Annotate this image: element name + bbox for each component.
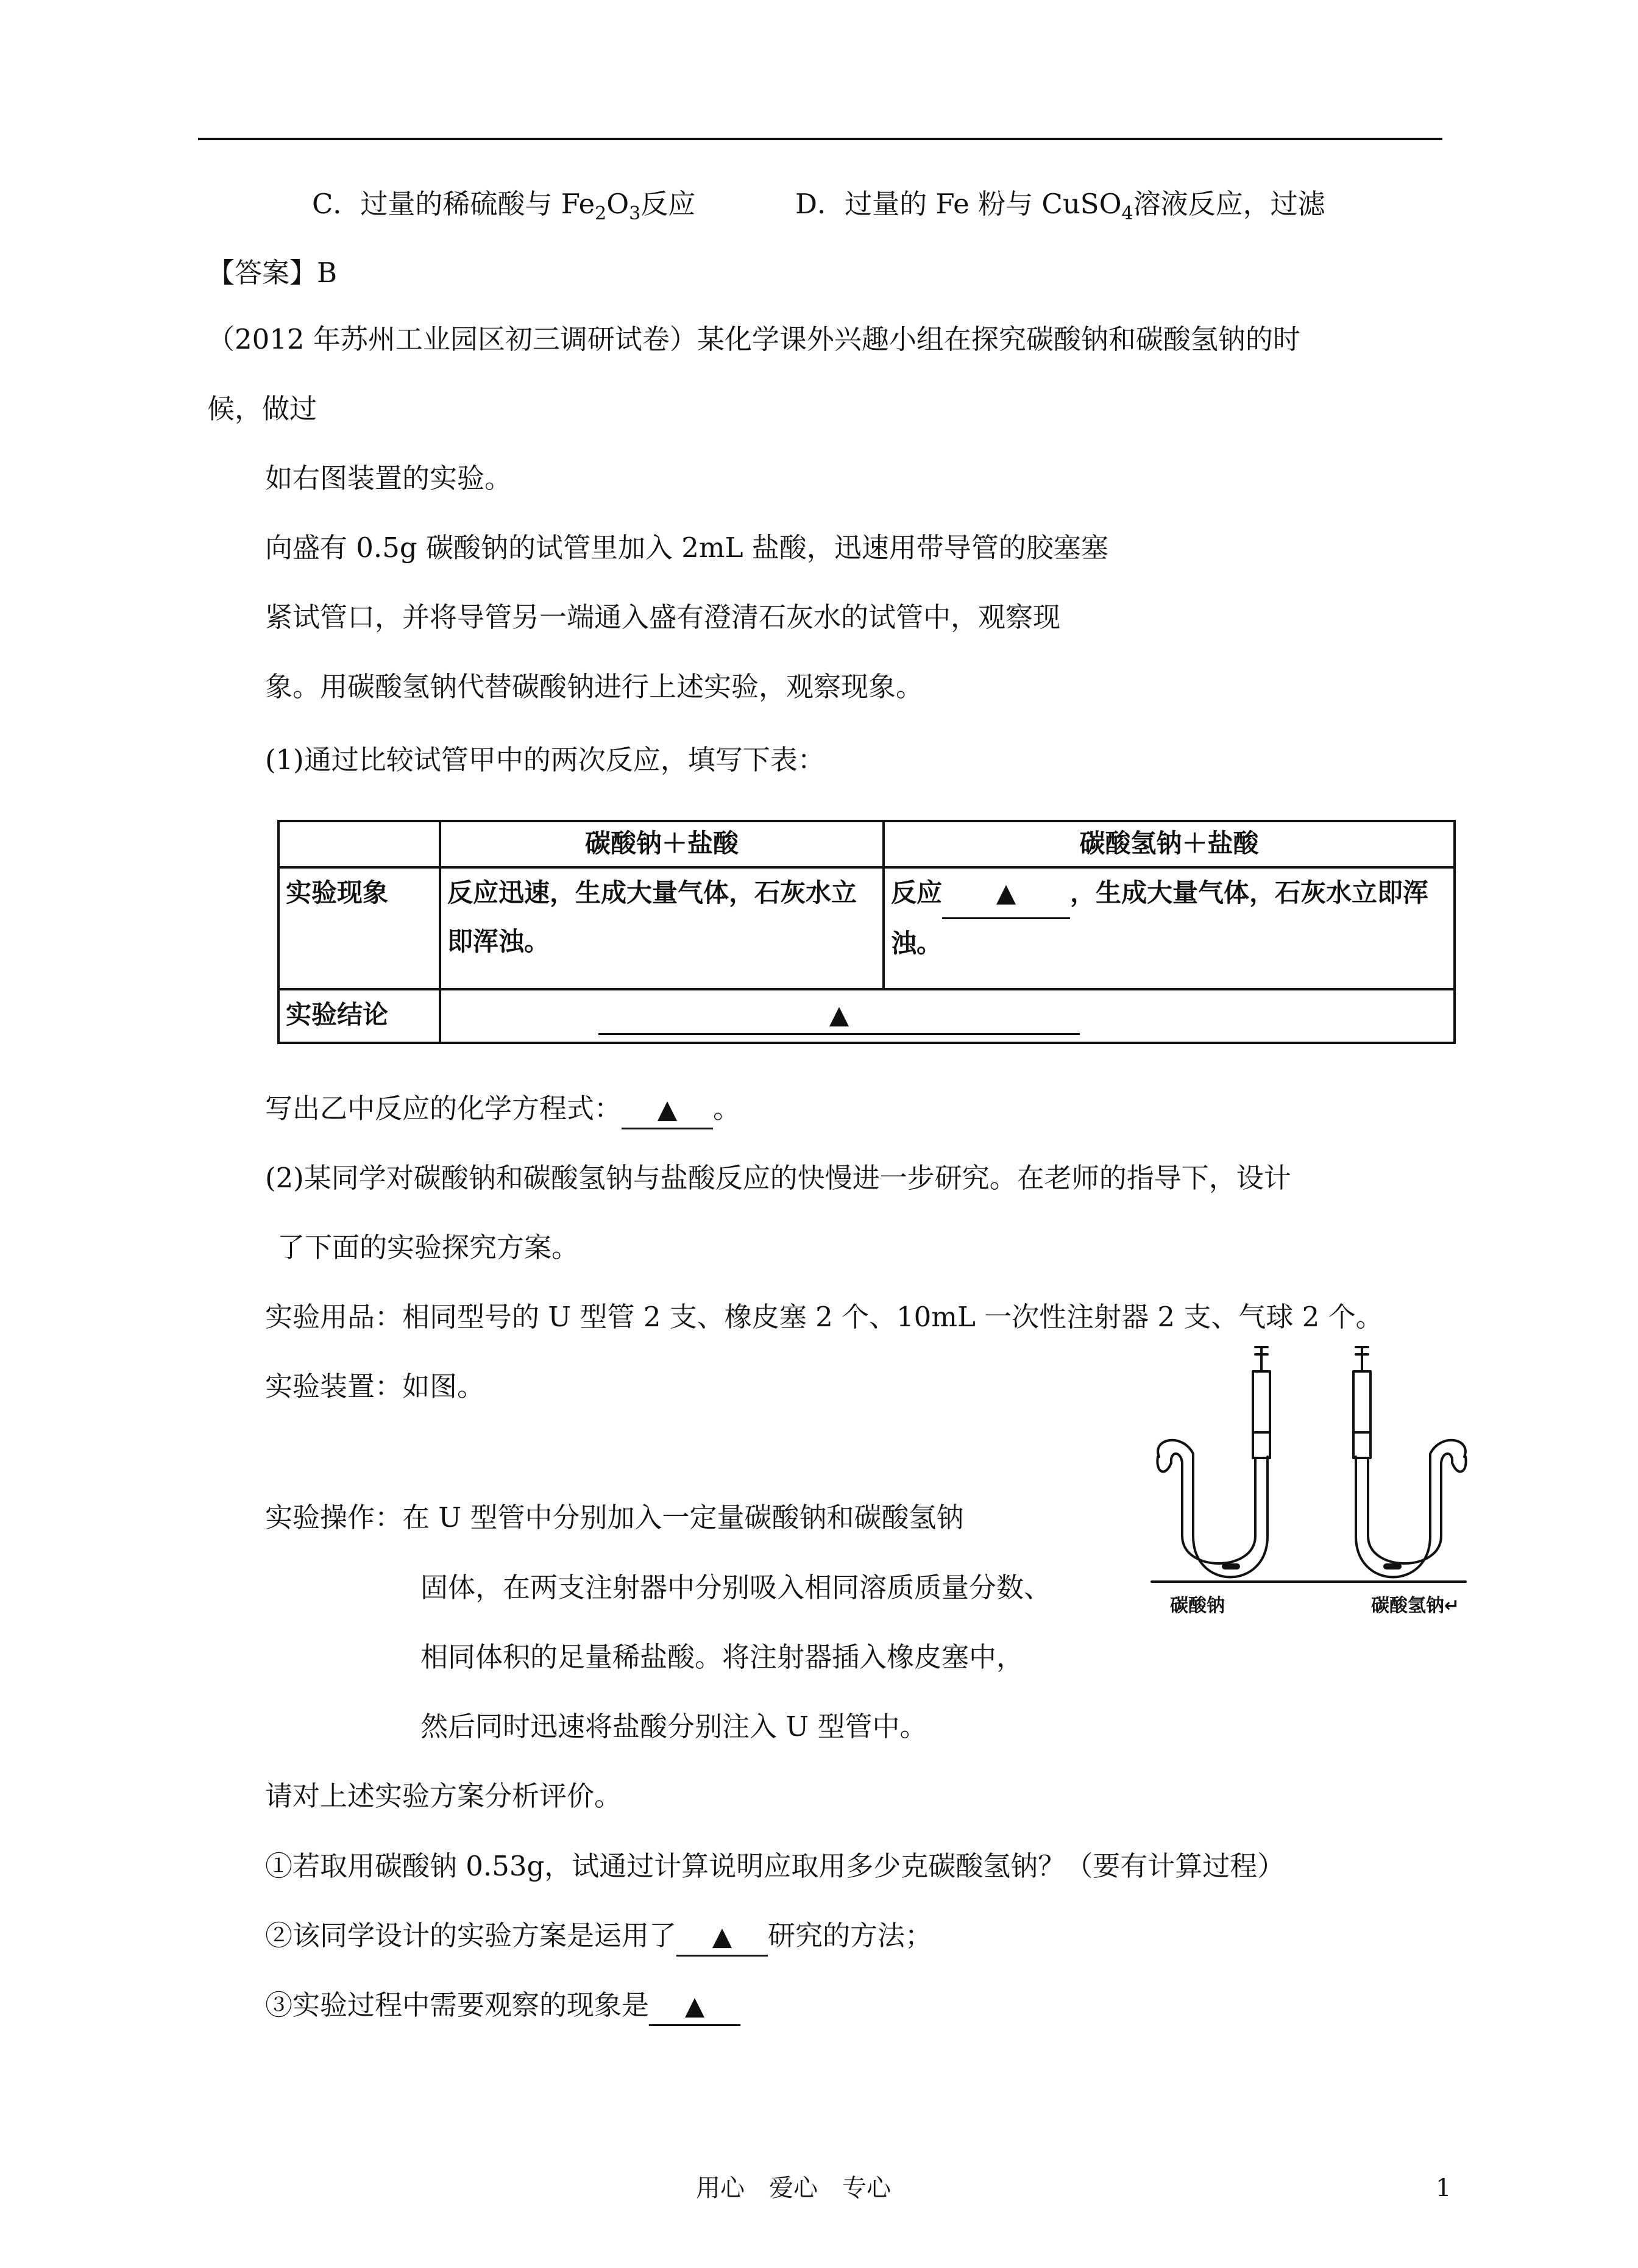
figure-label-sodium-carbonate: 碳酸钠: [1170, 1595, 1225, 1616]
syringe-right: [1353, 1347, 1370, 1432]
question-1: ①若取用碳酸钠 0.53g，试通过计算说明应取用多少克碳酸氢钠？（要有计算过程）: [265, 1850, 1285, 1882]
part2-line-1: (2)某同学对碳酸钠和碳酸氢钠与盐酸反应的快慢进一步研究。在老师的指导下，设计: [265, 1162, 1291, 1194]
answer-line: 【答案】B: [207, 257, 338, 289]
table-header-sodium-bicarbonate: 碳酸氢钠＋盐酸: [884, 821, 1455, 867]
answer-blank[interactable]: ▲: [942, 869, 1070, 919]
question-source-line: （2012 年苏州工业园区初三调研试卷）某化学课外兴趣小组在探究碳酸钠和碳酸氢钠的时: [207, 323, 1300, 355]
stopper-left: [1253, 1432, 1270, 1458]
page-number: 1: [1436, 2174, 1452, 2202]
operation-line-4: 然后同时迅速将盐酸分别注入 U 型管中。: [420, 1710, 927, 1743]
figure-label-sodium-bicarbonate: 碳酸氢钠↵: [1371, 1595, 1460, 1616]
intro-line-2: 向盛有 0.5g 碳酸钠的试管里加入 2mL 盐酸，迅速用带导管的胶塞塞: [265, 531, 1108, 564]
equation-line: 写出乙中反应的化学方程式： ▲ 。: [265, 1090, 740, 1129]
question-source-line-2: 候，做过: [207, 393, 317, 425]
materials-line: 实验用品：相同型号的 U 型管 2 支、橡皮塞 2 个、10mL 一次性注射器 2 支、气球 2 个。: [265, 1301, 1383, 1333]
cell-conclusion: [440, 989, 1455, 1043]
part2-line-2: 了下面的实验探究方案。: [277, 1231, 580, 1264]
table-corner-cell: [278, 821, 440, 867]
u-tube-right: [1353, 1432, 1466, 1577]
table-header-sodium-carbonate: 碳酸钠＋盐酸: [440, 821, 884, 867]
cell-bicarbonate-phenomenon: 反应 ▲ ，生成大量气体，石灰水立即浑浊。: [884, 867, 1455, 989]
table-header-row: [278, 821, 1455, 867]
operation-line-1: 实验操作：在 U 型管中分别加入一定量碳酸钠和碳酸氢钠: [265, 1501, 964, 1534]
option-c: C．过量的稀硫酸与 $Fe_2O_3$反应: [312, 188, 696, 224]
question-2: ②该同学设计的实验方案是运用了 ▲ 研究的方法；: [265, 1918, 932, 1957]
u-tube-apparatus-figure: [1133, 1341, 1475, 1640]
question-3: ③实验过程中需要观察的现象是 ▲: [265, 1987, 740, 2026]
header-rule: [198, 138, 1442, 140]
row-label-conclusion: 实验结论: [278, 989, 440, 1043]
answer-blank[interactable]: ▲: [649, 1987, 740, 2026]
part1-instruction: (1)通过比较试管甲中的两次反应，填写下表：: [265, 744, 825, 776]
option-d: D．过量的 Fe 粉与 CuSO$_4$溶液反应，过滤: [795, 188, 1325, 224]
answer-blank[interactable]: ▲: [676, 1918, 768, 1957]
results-table: [277, 820, 1456, 1044]
intro-line-1: 如右图装置的实验。: [265, 462, 512, 494]
row-label-phenomenon: 实验现象: [278, 867, 440, 989]
intro-line-4: 象。用碳酸氢钠代替碳酸钠进行上述实验，观察现象。: [265, 670, 924, 703]
answer-blank[interactable]: ▲: [622, 1090, 713, 1129]
apparatus-line: 实验装置：如图。: [265, 1370, 485, 1402]
syringe-left: [1253, 1347, 1270, 1432]
stopper-right: [1353, 1432, 1370, 1458]
operation-line-2: 固体，在两支注射器中分别吸入相同溶质质量分数、: [420, 1571, 1052, 1604]
intro-line-3: 紧试管口，并将导管另一端通入盛有澄清石灰水的试管中，观察现: [265, 601, 1061, 633]
answer-blank[interactable]: ▲: [598, 997, 1080, 1035]
footer-motto: 用心 爱心 专心: [696, 2174, 891, 2202]
evaluate-line: 请对上述实验方案分析评价。: [265, 1780, 622, 1812]
u-tube-left: [1157, 1432, 1270, 1577]
cell-carbonate-phenomenon: 反应迅速，生成大量气体，石灰水立即浑浊。: [440, 867, 884, 989]
table-row-phenomenon: [278, 867, 1455, 989]
table-row-conclusion: [278, 989, 1455, 1043]
operation-line-3: 相同体积的足量稀盐酸。将注射器插入橡皮塞中，: [420, 1641, 1024, 1673]
